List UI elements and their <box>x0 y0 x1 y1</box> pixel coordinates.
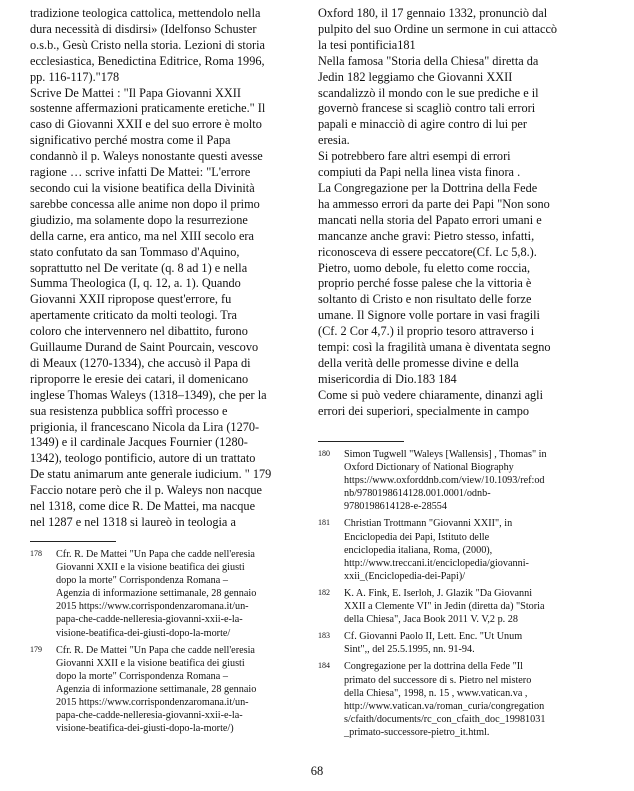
body-line: di Meaux (1270-1334), che accusò il Papa di <box>30 355 251 370</box>
footnote-text <box>344 587 614 626</box>
right-column <box>318 6 608 420</box>
right-body-text <box>318 6 608 420</box>
footnote-line: https://www.oxforddnb.com/view/10.1093/ref:od <box>344 475 545 487</box>
body-line: scandalizzò il mondo con le sue prediche e il <box>318 85 539 100</box>
body-line: riproporre le eresie dei catari, il domenicano <box>30 371 249 386</box>
body-line: sostenne affermazioni praticamente eretiche." Il <box>30 101 266 116</box>
footnote-line: _primato-successore-pietro_it.html. <box>344 726 490 738</box>
body-line: della verità delle promesse divine e della <box>318 355 519 370</box>
body-line: soprattutto nel De veritate (q. 8 ad 1) e nella <box>30 260 248 275</box>
footnotes-right <box>318 448 614 743</box>
body-line: dura necessità di disdirsi» (Idelfonso Schuster <box>30 21 257 36</box>
body-line: De statu animarum ante generale iudicium. " 179 <box>30 467 272 482</box>
body-line: caso di Giovanni XXII e del suo errore è molto <box>30 117 262 132</box>
footnote-line: s/cfaith/documents/rc_con_cfaith_doc_19981031 <box>344 713 546 725</box>
footnote-text <box>344 448 614 513</box>
footnote-text <box>344 660 614 739</box>
body-line: Faccio notare però che il p. Waleys non nacque <box>30 483 262 498</box>
footnote-line: Oxford Dictionary of National Biography <box>344 462 514 474</box>
footnote-line: Christian Trottmann "Giovanni XXII", in <box>344 518 513 530</box>
body-line: soltanto di Cristo e non risultato delle forze <box>318 292 532 307</box>
body-line: riconosceva di essere peccatore(Cf. Lc 5,8.). <box>318 244 537 259</box>
body-line: errori dei superiori, specialmente in campo <box>318 403 530 418</box>
footnote <box>318 660 614 739</box>
footnote-line: dopo la morte" Corrispondenza Romana – <box>56 575 228 587</box>
body-line: ha ammesso errori da parte dei Papi "Non sono <box>318 196 550 211</box>
body-line: condannò il p. Waleys nonostante questi avesse <box>30 149 263 164</box>
footnote-line: 2015 https://www.corrispondenzaromana.it/un- <box>56 697 249 709</box>
footnote-text <box>56 644 320 736</box>
footnote <box>318 587 614 626</box>
body-line: sua resistenza pubblica soffrì processo e <box>30 403 228 418</box>
body-line: mancanze anche gravi: Pietro stesso, infatti, <box>318 228 535 243</box>
left-body-text <box>30 6 320 531</box>
body-line: proprio perché fosse palese che la vittoria è <box>318 276 532 291</box>
page-number: 68 <box>310 764 324 778</box>
footnote-line: Simon Tugwell "Waleys [Wallensis] , Thomas" in <box>344 449 547 460</box>
body-line: secondo cui la visione beatifica della Divinità <box>30 180 255 195</box>
footnote-line: papa-che-cadde-nelleresia-giovanni-xxii-e-la- <box>56 614 243 626</box>
footnote-line: della Chiesa", 1998, n. 15 , www.vatican.va , <box>344 687 528 699</box>
body-line: La Congregazione per la Dottrina della Fede <box>318 180 538 195</box>
body-line: stato confutato da san Tommaso d'Aquino, <box>30 244 240 259</box>
footnote-text <box>56 548 320 640</box>
body-line: umane. Il Signore volle portare in vasi fragili <box>318 308 540 323</box>
body-line: sarebbe concessa alle anime non dopo il primo <box>30 196 260 211</box>
body-line: tempi: così la fragilità umana è diventata segno <box>318 340 551 355</box>
footnote-line: enciclopedia italiana, Roma, (2000), <box>344 544 493 556</box>
footnote-number: 182 <box>318 587 330 597</box>
body-line: compiuti da Papi nella linea vista finora . <box>318 165 521 180</box>
body-line: 1342), teologo pontificio, autore di un trattato <box>30 451 256 466</box>
footnote-line: xxii_(Enciclopedia-dei-Papi)/ <box>344 570 466 582</box>
footnote-line: Sint",, del 25.5.1995, nn. 91-94. <box>344 644 475 656</box>
footnote <box>30 644 320 736</box>
footnote-line: XXII a Clemente VI" in Jedin (diretta da) "Storia <box>344 601 545 613</box>
body-line: misericordia di Dio.183 184 <box>318 371 457 386</box>
body-line: inglese Thomas Waleys (1318–1349), che per la <box>30 387 267 402</box>
body-line: nel 1318, come dice R. De Mattei, ma nacque <box>30 499 256 514</box>
footnote-line: Enciclopedia dei Papi, Istituto delle <box>344 531 490 543</box>
footnote-line: Cfr. R. De Mattei "Un Papa che cadde nell'eresia <box>56 549 255 560</box>
footnote-line: dopo la morte" Corrispondenza Romana – <box>56 670 228 682</box>
footnote-line: http://www.treccani.it/enciclopedia/giovanni- <box>344 557 529 569</box>
body-line: eresia. <box>318 133 350 148</box>
footnote <box>30 548 320 640</box>
footnote-number: 181 <box>318 518 330 528</box>
footnote-line: http://www.vatican.va/roman_curia/congregation <box>344 700 545 712</box>
footnote-number: 180 <box>318 449 330 458</box>
body-line: Pietro, uomo debole, fu eletto come roccia, <box>318 260 531 275</box>
footnote <box>318 517 614 582</box>
body-line: Nella famosa "Storia della Chiesa" diretta da <box>318 53 539 68</box>
body-line: (Cf. 2 Cor 4,7.) il proprio tesoro attraverso i <box>318 324 535 339</box>
body-line: ragione … scrive infatti De Mattei: "L'errore <box>30 165 251 180</box>
footnote-line: Agenzia di informazione settimanale, 28 gennaio <box>56 588 257 600</box>
body-line: pp. 116-117)."178 <box>30 69 120 84</box>
footnote-separator-right <box>318 441 404 442</box>
body-line: ecclesiastica, Benedictina Editrice, Roma 1996, <box>30 53 265 68</box>
body-line: apertamente criticato da molti teologi. Tra <box>30 308 237 323</box>
footnote-line: visione-beatifica-dei-giusti-dopo-la-morte/ <box>56 627 231 639</box>
body-line: Jedin 182 leggiamo che Giovanni XXII <box>318 69 513 84</box>
body-line: papali e minacciò di agire contro di lui per <box>318 117 527 132</box>
body-line: coloro che intervennero nel dibattito, furono <box>30 324 248 339</box>
body-line: nel 1287 e nel 1318 si laureò in teologia a <box>30 515 236 529</box>
footnote-line: Congregazione per la dottrina della Fede "Il <box>344 661 523 673</box>
footnote-number: 184 <box>318 661 330 671</box>
footnote-line: Cfr. R. De Mattei "Un Papa che cadde nell'eresia <box>56 644 255 656</box>
footnote-number: 183 <box>318 631 330 641</box>
footnote-line: Giovanni XXII e la visione beatifica dei giusti <box>56 562 245 574</box>
body-line: Scrive De Mattei : "Il Papa Giovanni XXII <box>30 85 241 100</box>
footnote-line: visione-beatifica-dei-giusti-dopo-la-morte/) <box>56 723 234 735</box>
body-line: prigionia, il francescano Nicola da Lira (1270- <box>30 419 260 434</box>
footnote-line: Giovanni XXII e la visione beatifica dei giusti <box>56 657 245 669</box>
footnote-text <box>344 517 614 582</box>
footnote-line: Cf. Giovanni Paolo II, Lett. Enc. "Ut Unum <box>344 631 523 643</box>
footnote-line: papa-che-cadde-nelleresia-giovanni-xxii-e-la- <box>56 710 243 722</box>
body-line: Giovanni XXII ripropose quest'errore, fu <box>30 292 232 307</box>
footnote-line: 2015 https://www.corrispondenzaromana.it/un- <box>56 601 249 613</box>
footnotes-left <box>30 548 320 739</box>
footnote-line: K. A. Fink, E. Iserloh, J. Glazik "Da Giovanni <box>344 587 533 599</box>
body-line: tradizione teologica cattolica, mettendolo nella <box>30 6 261 20</box>
body-line: Guillaume Durand de Saint Pourcain, vescovo <box>30 340 259 355</box>
body-line: mancati nella storia del Papato errori umani e <box>318 212 542 227</box>
body-line: Oxford 180, il 17 gennaio 1332, pronunciò dal <box>318 6 548 20</box>
body-line: 1349) e il cardinale Jacques Fournier (1280- <box>30 435 248 450</box>
body-line: governò francese si scagliò contro tali errori <box>318 101 536 116</box>
body-line: o.s.b., Gesù Cristo nella storia. Lezioni di storia <box>30 37 265 52</box>
footnote-text <box>344 630 614 656</box>
body-line: Si potrebbero fare altri esempi di errori <box>318 149 511 164</box>
footnote-number: 178 <box>30 549 42 558</box>
body-line: la tesi pontificia181 <box>318 37 416 52</box>
body-line: giudizio, ma solamente dopo la resurrezione <box>30 212 248 227</box>
footnote-line: della Chiesa", Jaca Book 2011 V. V,2 p. 28 <box>344 614 518 626</box>
body-line: significativo perché mostra come il Papa <box>30 133 231 148</box>
body-line: della carne, era antico, ma nel XIII secolo era <box>30 228 254 243</box>
footnote <box>318 630 614 656</box>
footnote-line: 9780198614128-e-28554 <box>344 501 447 513</box>
footnote-separator-left <box>30 541 116 542</box>
body-line: pulpito del suo Ordine un sermone in cui attaccò <box>318 21 558 36</box>
footnote <box>318 448 614 513</box>
body-line: Come si può vedere chiaramente, dinanzi agli <box>318 387 544 402</box>
left-column <box>30 6 320 531</box>
footnote-line: nb/9780198614128.001.0001/odnb- <box>344 488 491 500</box>
body-line: Summa Theologica (I, q. 12, a. 1). Quando <box>30 276 241 291</box>
footnote-number: 179 <box>30 644 42 654</box>
footnote-line: primato del successore di s. Pietro nel mistero <box>344 674 532 686</box>
footnote-line: Agenzia di informazione settimanale, 28 gennaio <box>56 683 257 695</box>
